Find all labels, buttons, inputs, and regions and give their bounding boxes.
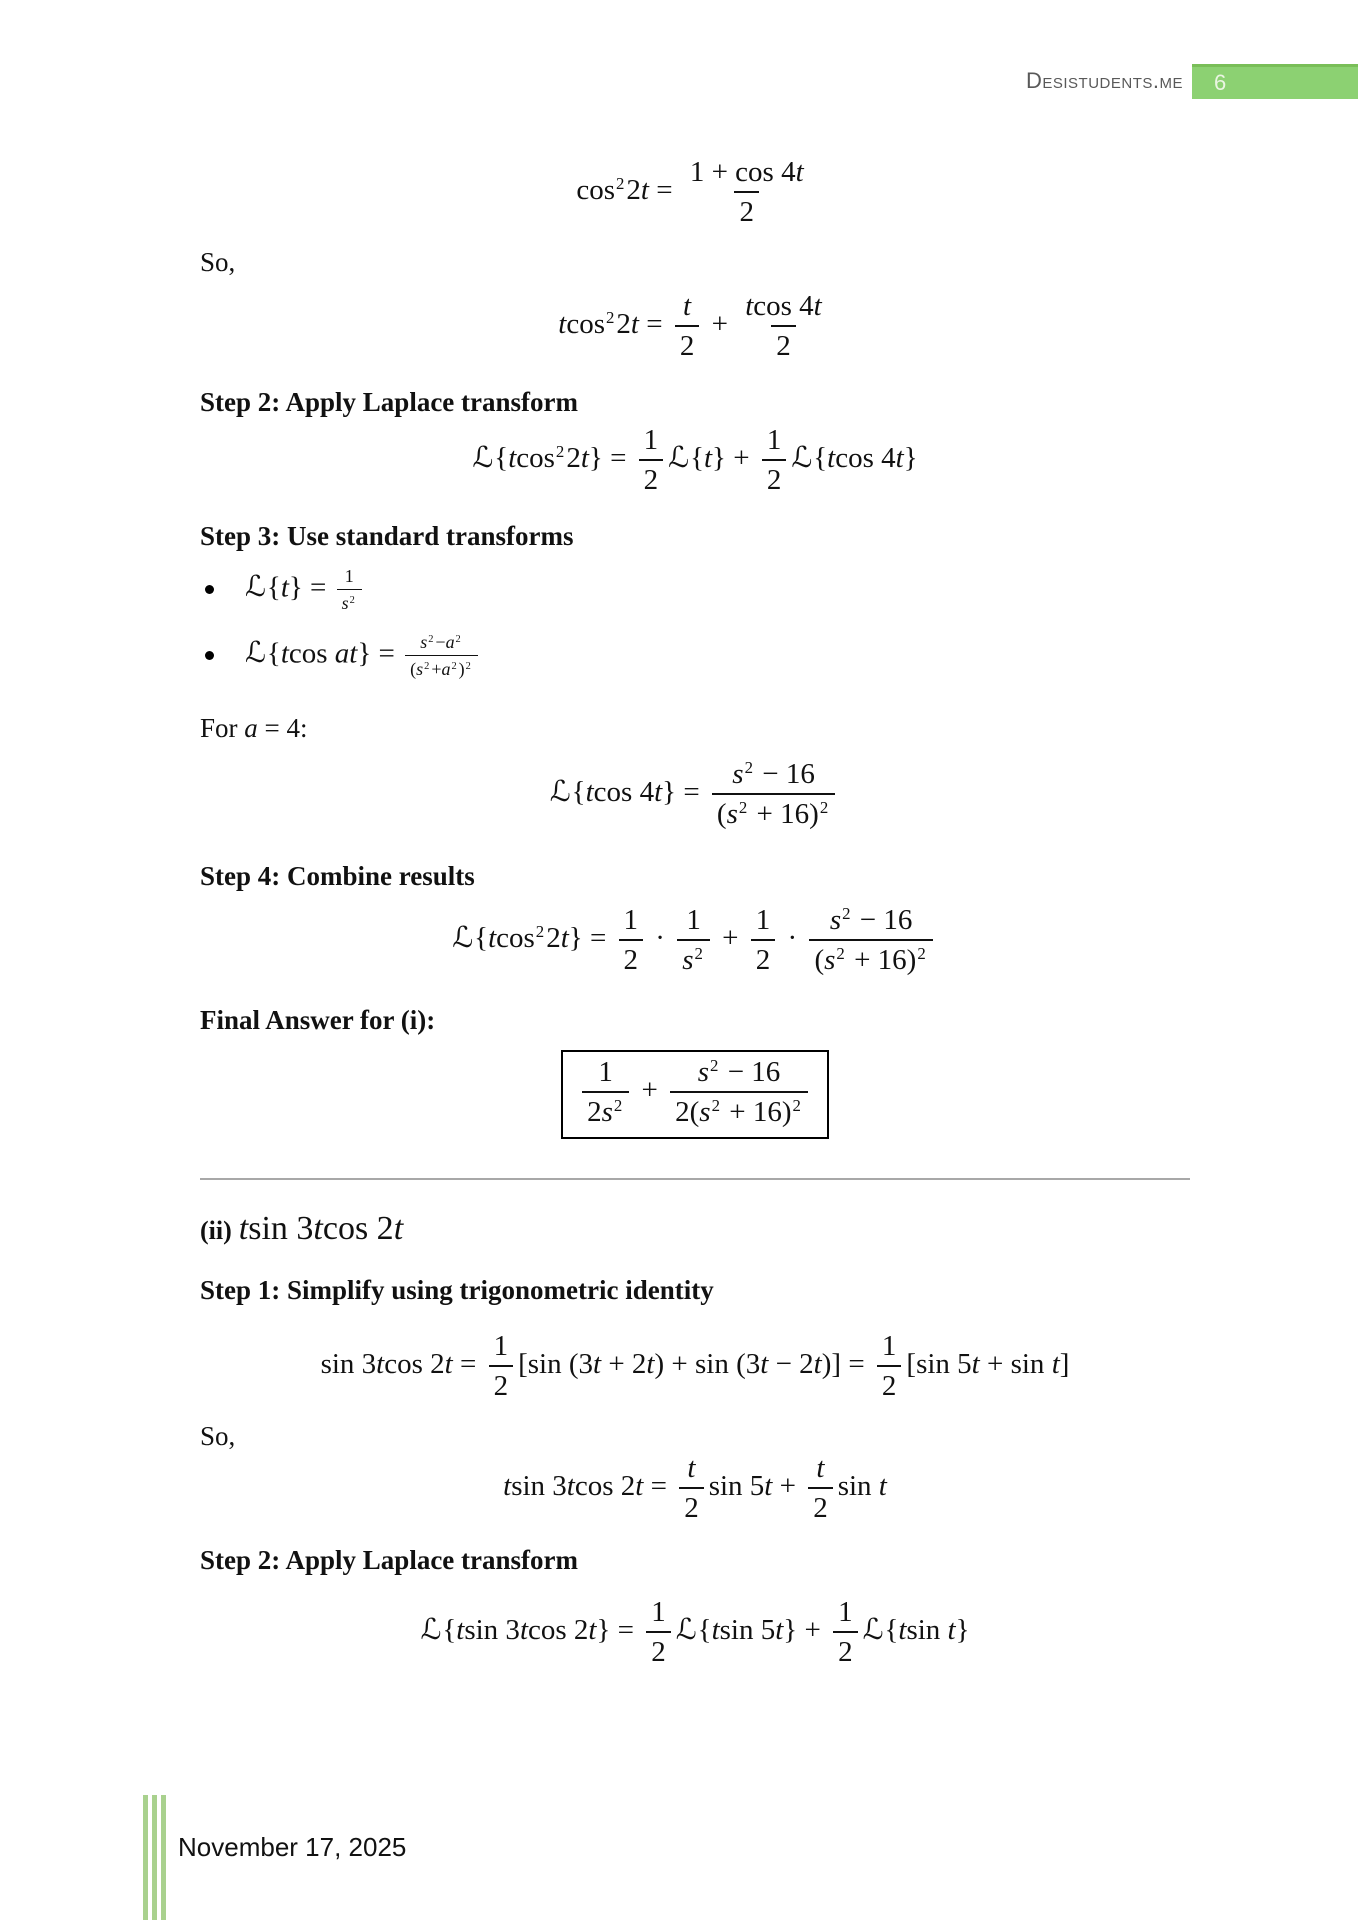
equation-tsin-split bbox=[200, 1452, 1190, 1525]
footer-accent-bars bbox=[143, 1795, 166, 1920]
section-ii-label: (ii) bbox=[200, 1216, 232, 1245]
equation-combined bbox=[200, 904, 1190, 977]
equation-laplace-tcos4t bbox=[200, 758, 1190, 831]
equation-laplace-split bbox=[200, 424, 1190, 497]
page-number-box bbox=[1192, 64, 1358, 99]
page-number: 6 bbox=[1214, 70, 1227, 95]
step2b-heading: Step 2: Apply Laplace transform bbox=[200, 1545, 578, 1575]
final-answer-box bbox=[561, 1050, 829, 1139]
step3-heading: Step 3: Use standard transforms bbox=[200, 521, 574, 551]
footer-date: November 17, 2025 bbox=[178, 1832, 407, 1862]
math-expression: For a = 4: bbox=[200, 713, 308, 743]
accent-bar bbox=[143, 1795, 148, 1920]
bullet-item-laplace-tcos bbox=[205, 632, 481, 679]
math-expression: tcos$^2$2t = $\frac{t}{2}$ + $\frac{tcos 4t}{2}$ bbox=[558, 290, 822, 363]
accent-bar bbox=[152, 1795, 157, 1920]
math-expression: ℒ{tcos$^2$2t} = $\frac{1}{2}$ · $\frac{1}{s^2}$ + $\frac{1}{2}$ · $\frac{s^2 - 16}{(s^2 + 16)^2}$ bbox=[452, 904, 938, 977]
site-name: Desistudents.me bbox=[1025, 68, 1183, 93]
step2-heading: Step 2: Apply Laplace transform bbox=[200, 387, 578, 417]
equation-laplace-sin bbox=[200, 1596, 1190, 1669]
equation-tcos-split bbox=[200, 290, 1190, 363]
math-expression: sin 3tcos 2t = $\frac{1}{2}$ [sin (3t + 2t) + sin (3t − 2t)] = $\frac{1}{2}$ [sin 5t + sin t] bbox=[320, 1330, 1070, 1403]
math-expression: ℒ{tcos at} = $\frac{s^2 -a^2}{(s^2 +a^2 )^2}$ bbox=[245, 632, 481, 679]
accent-bar bbox=[161, 1795, 166, 1920]
math-expression: ℒ{t} = $\frac{1}{s^2}$ bbox=[245, 566, 365, 613]
section-divider bbox=[200, 1178, 1190, 1180]
final-answer-equation bbox=[200, 1050, 1190, 1139]
so-text-2: So, bbox=[200, 1421, 236, 1451]
bullet-item-laplace-t bbox=[205, 566, 365, 613]
math-expression: ℒ{tcos 4t} = $\frac{s^2 - 16}{(s^2 + 16)^2}$ bbox=[550, 758, 840, 831]
so-text-1: So, bbox=[200, 247, 236, 277]
bullet-marker-icon bbox=[205, 651, 214, 660]
step4-heading: Step 4: Combine results bbox=[200, 861, 475, 891]
math-expression: $\cos^22t$ = $\frac{1 + \cos 4t}{2}$ bbox=[576, 156, 804, 229]
math-expression: $\frac{1}{2s^2}$ + $\frac{s^2 - 16}{2(s^2 + 16)^2}$ bbox=[577, 1056, 813, 1129]
math-expression: ℒ{tsin 3tcos 2t} = $\frac{1}{2}$ ℒ{tsin 5t} + $\frac{1}{2}$ ℒ{tsin t} bbox=[420, 1596, 970, 1669]
section-ii-heading bbox=[200, 1210, 403, 1248]
for-a-line bbox=[200, 712, 1190, 746]
step1-heading: Step 1: Simplify using trigonometric identity bbox=[200, 1275, 714, 1305]
math-expression: tsin 3tcos 2t = $\frac{t}{2}$ sin 5t + $\frac{t}{2}$ sin t bbox=[503, 1452, 887, 1525]
math-expression: ℒ{tcos$^2$2t} = $\frac{1}{2}$ ℒ{t} + $\frac{1}{2}$ ℒ{tcos 4t} bbox=[472, 424, 918, 497]
equation-sin-identity bbox=[200, 1330, 1190, 1403]
equation-cos-identity bbox=[200, 156, 1190, 229]
final-answer-heading: Final Answer for (i): bbox=[200, 1005, 436, 1035]
section-ii-math: tsin 3tcos 2t bbox=[238, 1210, 404, 1247]
bullet-marker-icon bbox=[205, 585, 214, 594]
